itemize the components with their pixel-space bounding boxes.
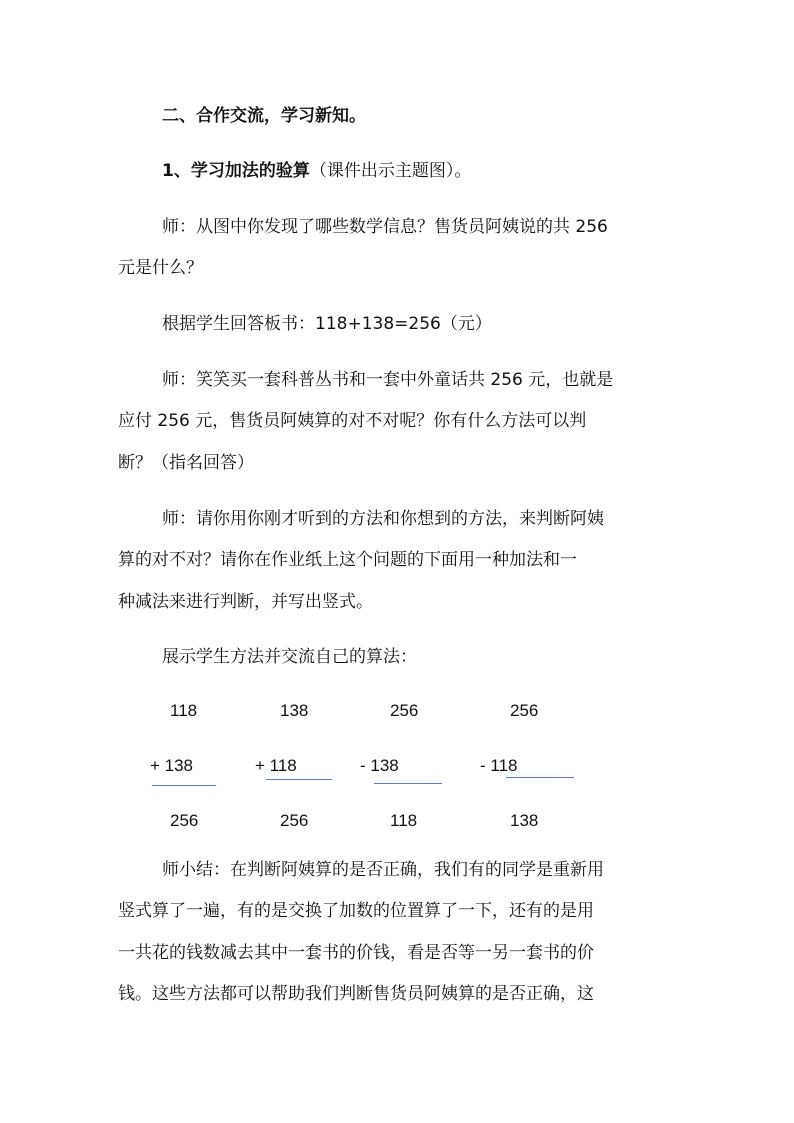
summary-line-4: 钱。这些方法都可以帮助我们判断售货员阿姨算的是否正确，这 xyxy=(118,984,594,1004)
paragraph-3-line-2: 算的对不对？请你在作业纸上这个问题的下面用一种加法和一 xyxy=(118,550,577,570)
calculation-2-result: 256 xyxy=(280,811,309,830)
board-writing: 根据学生回答板书：118+138=256（元） xyxy=(162,314,492,334)
calculation-2-operation: + 118 xyxy=(255,756,297,775)
calculation-1-operation: + 138 xyxy=(150,756,194,775)
subsection-title-rest: （课件出示主题图）。 xyxy=(309,161,472,181)
calculation-4-result: 138 xyxy=(510,811,539,830)
calculation-2-top: 138 xyxy=(280,701,309,720)
subsection-title xyxy=(162,159,678,183)
paragraph-1-line-1: 师：从图中你发现了哪些数学信息？售货员阿姨说的共 256 xyxy=(162,217,608,237)
calculation-3-operation: - 138 xyxy=(360,756,399,775)
calculation-3-rule xyxy=(374,783,442,784)
paragraph-1-line-2: 元是什么？ xyxy=(118,258,203,278)
calculation-1-top: 118 xyxy=(170,701,198,720)
calculation-4-operation: - 118 xyxy=(480,756,518,775)
summary-line-1: 师小结：在判断阿姨算的是否正确，我们有的同学是重新用 xyxy=(162,860,604,880)
calculation-4-top: 256 xyxy=(510,701,539,720)
calculation-2-rule xyxy=(266,779,332,780)
calculation-4-rule xyxy=(506,777,574,778)
summary-line-3: 一共花的钱数减去其中一套书的价钱，看是否等一另一套书的价 xyxy=(118,943,594,963)
subsection-title-bold: 1、学习加法的验算 xyxy=(162,161,310,181)
calculation-1-rule xyxy=(152,785,216,786)
paragraph-2-line-2: 应付 256 元，售货员阿姨算的对不对呢？你有什么方法可以判 xyxy=(118,411,587,431)
calculation-3-result: 118 xyxy=(390,811,418,830)
paragraph-3-line-3: 种减法来进行判断，并写出竖式。 xyxy=(118,592,373,612)
paragraph-2-line-3: 断？（指名回答） xyxy=(118,453,254,473)
calculation-3-top: 256 xyxy=(390,701,419,720)
paragraph-2-line-1: 师：笑笑买一套科普丛书和一套中外童话共 256 元，也就是 xyxy=(162,370,614,390)
show-methods-line: 展示学生方法并交流自己的算法： xyxy=(162,647,417,667)
calculation-1-result: 256 xyxy=(170,811,199,830)
paragraph-3-line-1: 师：请你用你刚才听到的方法和你想到的方法，来判断阿姨 xyxy=(162,509,604,529)
summary-line-2: 竖式算了一遍，有的是交换了加数的位置算了一下，还有的是用 xyxy=(118,901,594,921)
section-heading: 二、合作交流，学习新知。 xyxy=(162,106,366,126)
